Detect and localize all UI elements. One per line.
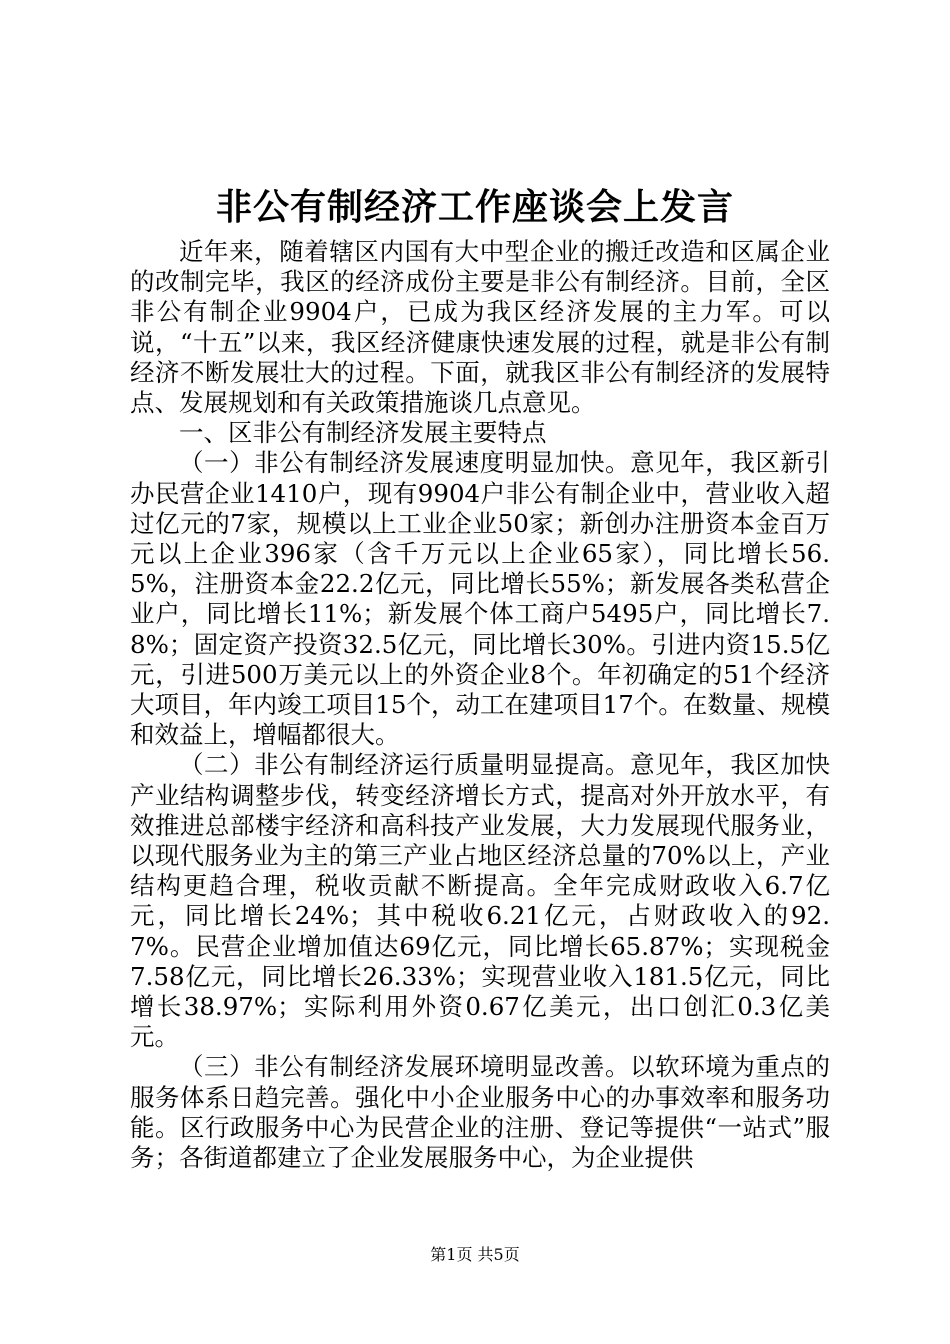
- intro-paragraph: 近年来，随着辖区内国有大中型企业的搬迁改造和区属企业的改制完毕，我区的经济成份主要是非公有制经济。目前，全区非公有制企业9904户，已成为我区经济发展的主力军。可以说，“十五”以来，我区经济健康快速发展的过程，就是非公有制经济不断发展壮大的过程。下面，就我区非公有制经济的发展特点、发展规划和有关政策措施谈几点意见。: [130, 237, 830, 418]
- point-two-paragraph: （二）非公有制经济运行质量明显提高。意见年，我区加快产业结构调整步伐，转变经济增长方式，提高对外开放水平，有效推进总部楼宇经济和高科技产业发展，大力发展现代服务业，以现代服务业为主的第三产业占地区经济总量的70%以上，产业结构更趋合理，税收贡献不断提高。全年完成财政收入6.7亿元，同比增长24%；其中税收6.21亿元，占财政收入的92.7%。民营企业增加值达69亿元，同比增长65.87%；实现税金7.58亿元，同比增长26.33%；实现营业收入181.5亿元，同比增长38.97%；实际利用外资0.67亿美元，出口创汇0.3亿美元。: [130, 750, 830, 1052]
- point-one-paragraph: （一）非公有制经济发展速度明显加快。意见年，我区新引办民营企业1410户，现有9904户非公有制企业中，营业收入超过亿元的7家，规模以上工业企业50家；新创办注册资本金百万元以上企业396家（含千万元以上企业65家），同比增长56.5%，注册资本金22.2亿元，同比增长55%；新发展各类私营企业户，同比增长11%；新发展个体工商户5495户，同比增长7.8%；固定资产投资32.5亿元，同比增长30%。引进内资15.5亿元，引进500万美元以上的外资企业8个。年初确定的51个经济大项目，年内竣工项目15个，动工在建项目17个。在数量、规模和效益上，增幅都很大。: [130, 448, 830, 750]
- page-footer: 第1页 共5页: [430, 1245, 520, 1264]
- section-heading: 一、区非公有制经济发展主要特点: [179, 418, 547, 448]
- point-three-paragraph: （三）非公有制经济发展环境明显改善。以软环境为重点的服务体系日趋完善。强化中小企业服务中心的办事效率和服务功能。区行政服务中心为民营企业的注册、登记等提供“一站式”服务；各街道都建立了企业发展服务中心，为企业提供: [130, 1052, 830, 1173]
- document-body: [130, 237, 830, 1173]
- document-title: 非公有制经济工作座谈会上发言: [215, 186, 734, 228]
